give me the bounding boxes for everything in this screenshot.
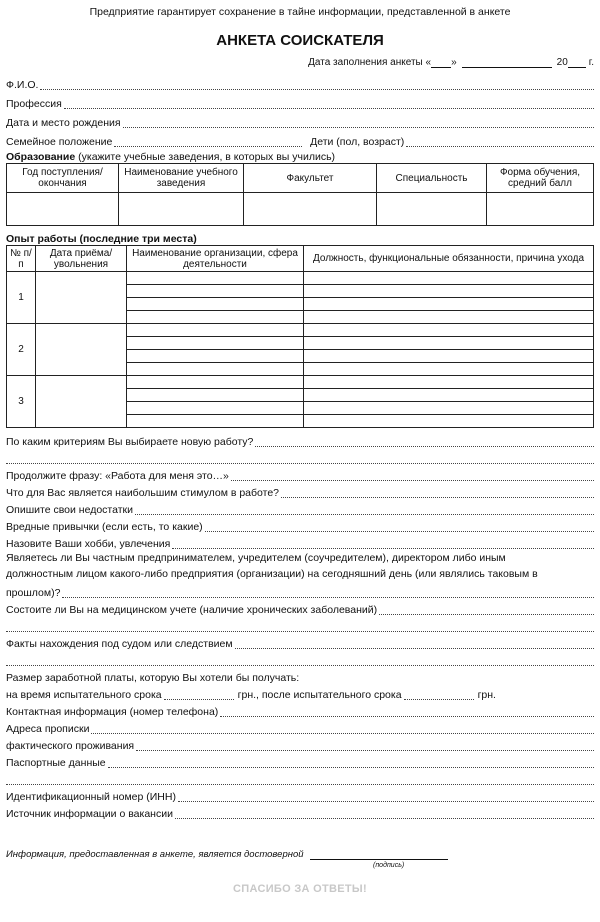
court-row-extra — [6, 650, 594, 667]
family-field[interactable] — [114, 134, 302, 147]
flaws-field[interactable] — [135, 502, 594, 515]
source-field[interactable] — [175, 806, 594, 819]
criteria-field-line2[interactable] — [6, 451, 594, 464]
entrepreneur-row — [6, 582, 594, 599]
work-cell-organization[interactable] — [127, 272, 304, 285]
edu-cell-form[interactable] — [487, 193, 594, 226]
edu-col-form: Форма обучения, средний балл — [487, 164, 594, 193]
education-note: (укажите учебные заведения, в которых вы учились) — [78, 151, 336, 163]
edu-col-specialty: Специальность — [377, 164, 487, 193]
passport-row — [6, 752, 594, 769]
work-cell-dates[interactable] — [36, 376, 127, 428]
work-cell-position[interactable] — [304, 402, 594, 415]
table-row — [7, 324, 594, 337]
work-cell-dates[interactable] — [36, 272, 127, 324]
work-cell-position[interactable] — [304, 363, 594, 376]
work-cell-position[interactable] — [304, 376, 594, 389]
passport-label: Паспортные данные — [6, 757, 106, 769]
edu-col-faculty: Факультет — [244, 164, 377, 193]
thanks-footer: СПАСИБО ЗА ОТВЕТЫ! — [233, 883, 367, 895]
flaws-label: Опишите свои недостатки — [6, 504, 133, 516]
work-cell-organization[interactable] — [127, 298, 304, 311]
medical-label: Состоите ли Вы на медицинском учете (наличие хронических заболеваний) — [6, 604, 378, 616]
edu-cell-specialty[interactable] — [377, 193, 487, 226]
work-cell-position[interactable] — [304, 389, 594, 402]
education-table — [6, 163, 594, 226]
signature-row — [6, 848, 594, 860]
work-cell-position[interactable] — [304, 350, 594, 363]
edu-cell-years[interactable] — [7, 193, 119, 226]
source-row — [6, 803, 594, 820]
birth-row — [6, 110, 594, 129]
passport-field-line2[interactable] — [6, 772, 594, 785]
edu-col-institution: Наименование учебного заведения — [119, 164, 244, 193]
habits-field[interactable] — [205, 519, 594, 532]
children-field[interactable] — [406, 134, 594, 147]
work-cell-position[interactable] — [304, 285, 594, 298]
hobby-field[interactable] — [172, 536, 594, 549]
work-table — [6, 245, 594, 428]
stimulus-field[interactable] — [281, 485, 594, 498]
table-row — [7, 193, 594, 226]
criteria-label: По каким критериям Вы выбираете новую работу? — [6, 436, 254, 448]
work-cell-organization[interactable] — [127, 337, 304, 350]
address-fact-field[interactable] — [136, 738, 594, 751]
salary-after-field[interactable] — [404, 687, 474, 700]
work-cell-organization[interactable] — [127, 363, 304, 376]
work-row-number: 3 — [7, 376, 36, 428]
work-cell-organization[interactable] — [127, 311, 304, 324]
date-prefix: Дата заполнения анкеты « — [308, 57, 432, 68]
signature-statement: Информация, предоставленная в анкете, является достоверной — [6, 849, 304, 860]
work-cell-organization[interactable] — [127, 285, 304, 298]
work-cell-organization[interactable] — [127, 415, 304, 428]
work-col-number: № п/п — [7, 246, 36, 272]
page-title: АНКЕТА СОИСКАТЕЛЯ — [216, 32, 384, 49]
profession-row — [6, 91, 594, 110]
birth-field[interactable] — [123, 115, 594, 128]
profession-field[interactable] — [64, 96, 594, 109]
work-cell-position[interactable] — [304, 337, 594, 350]
work-cell-position[interactable] — [304, 272, 594, 285]
work-cell-dates[interactable] — [36, 324, 127, 376]
entrepreneur-line-3: прошлом)? — [6, 587, 61, 599]
table-row — [7, 376, 594, 389]
fio-row — [6, 72, 594, 91]
stimulus-label: Что для Вас является наибольшим стимулом в работе? — [6, 487, 279, 499]
family-label: Семейное положение — [6, 136, 113, 148]
signature-caption: (подпись) — [373, 862, 405, 869]
stimulus-row — [6, 482, 594, 499]
profession-label: Профессия — [6, 98, 62, 110]
hobby-label: Назовите Ваши хобби, увлечения — [6, 538, 171, 550]
work-cell-organization[interactable] — [127, 324, 304, 337]
salary-end-label: грн. — [477, 689, 496, 701]
date-year-suffix: г. — [588, 57, 594, 68]
work-col-position: Должность, функциональные обязанности, причина ухода — [304, 246, 594, 272]
salary-trial-field[interactable] — [164, 687, 234, 700]
table-row — [7, 272, 594, 285]
inn-label: Идентификационный номер (ИНН) — [6, 791, 176, 803]
court-field-line2[interactable] — [6, 653, 594, 666]
contact-row — [6, 701, 594, 718]
fio-field[interactable] — [40, 77, 594, 90]
address-reg-label: Адреса прописки — [6, 723, 90, 735]
contact-field[interactable] — [220, 704, 594, 717]
confidentiality-notice: Предприятие гарантирует сохранение в тайне информации, представленной в анкете — [89, 6, 511, 18]
work-cell-organization[interactable] — [127, 402, 304, 415]
work-cell-position[interactable] — [304, 415, 594, 428]
birth-label: Дата и место рождения — [6, 117, 121, 129]
date-year-field[interactable] — [568, 56, 586, 68]
habits-row — [6, 516, 594, 533]
court-row — [6, 633, 594, 650]
date-close-quote: » — [451, 57, 457, 68]
date-month-field[interactable] — [462, 56, 552, 68]
family-row — [6, 129, 594, 148]
flaws-row — [6, 499, 594, 516]
hobby-row — [6, 533, 594, 550]
salary-title: Размер заработной платы, которую Вы хотели бы получать: — [6, 672, 300, 684]
entrepreneur-question — [6, 550, 594, 582]
criteria-field[interactable] — [255, 434, 594, 447]
education-heading — [6, 151, 594, 163]
fill-date-line — [6, 54, 594, 68]
work-cell-position[interactable] — [304, 298, 594, 311]
work-cell-organization[interactable] — [127, 389, 304, 402]
address-reg-field[interactable] — [91, 721, 594, 734]
salary-title-row — [6, 667, 594, 684]
fio-label: Ф.И.О. — [6, 79, 39, 91]
entrepreneur-line-2: должностным лицом какого-либо предприятия (организации) на сегодняшний день (или являлись таковым в — [6, 568, 538, 580]
address-reg-row — [6, 718, 594, 735]
work-heading — [6, 233, 594, 245]
salary-trial-label: на время испытательного срока — [6, 689, 162, 701]
salary-row — [6, 684, 594, 701]
edu-col-years: Год поступления/ окончания — [7, 164, 119, 193]
inn-row — [6, 786, 594, 803]
entrepreneur-field[interactable] — [62, 585, 594, 598]
education-title: Образование — [6, 151, 76, 163]
work-title: Опыт работы (последние три места) — [6, 233, 197, 245]
court-label: Факты нахождения под судом или следствием — [6, 638, 233, 650]
criteria-row-extra — [6, 448, 594, 465]
phrase-label: Продолжите фразу: «Работа для меня это…» — [6, 470, 229, 482]
work-cell-position[interactable] — [304, 311, 594, 324]
criteria-row — [6, 431, 594, 448]
entrepreneur-line-1: Являетесь ли Вы частным предпринимателем, учредителем (соучредителем), директором либо иным — [6, 552, 506, 564]
source-label: Источник информации о вакансии — [6, 808, 173, 820]
work-col-dates: Дата приёма/ увольнения — [36, 246, 127, 272]
habits-label: Вредные привычки (если есть, то какие) — [6, 521, 203, 533]
passport-row-extra — [6, 769, 594, 786]
inn-field[interactable] — [178, 789, 594, 802]
address-fact-label: фактического проживания — [6, 740, 135, 752]
work-col-organization: Наименование организации, сфера деятельности — [127, 246, 304, 272]
work-row-number: 2 — [7, 324, 36, 376]
address-fact-row — [6, 735, 594, 752]
date-year-prefix: 20 — [556, 57, 568, 68]
edu-cell-faculty[interactable] — [244, 193, 377, 226]
medical-field[interactable] — [379, 602, 594, 615]
medical-row-extra — [6, 616, 594, 633]
contact-label: Контактная информация (номер телефона) — [6, 706, 219, 718]
court-field[interactable] — [235, 636, 594, 649]
medical-row — [6, 599, 594, 616]
edu-cell-institution[interactable] — [119, 193, 244, 226]
children-label: Дети (пол, возраст) — [310, 136, 405, 148]
signature-field[interactable] — [310, 849, 448, 860]
salary-mid-label: грн., после испытательного срока — [237, 689, 402, 701]
date-day-field[interactable] — [431, 56, 451, 68]
phrase-field[interactable] — [231, 468, 594, 481]
work-cell-position[interactable] — [304, 324, 594, 337]
phrase-row — [6, 465, 594, 482]
medical-field-line2[interactable] — [6, 619, 594, 632]
work-cell-organization[interactable] — [127, 350, 304, 363]
work-cell-organization[interactable] — [127, 376, 304, 389]
questionnaire-page — [6, 0, 594, 895]
passport-field[interactable] — [108, 755, 594, 768]
work-row-number: 1 — [7, 272, 36, 324]
